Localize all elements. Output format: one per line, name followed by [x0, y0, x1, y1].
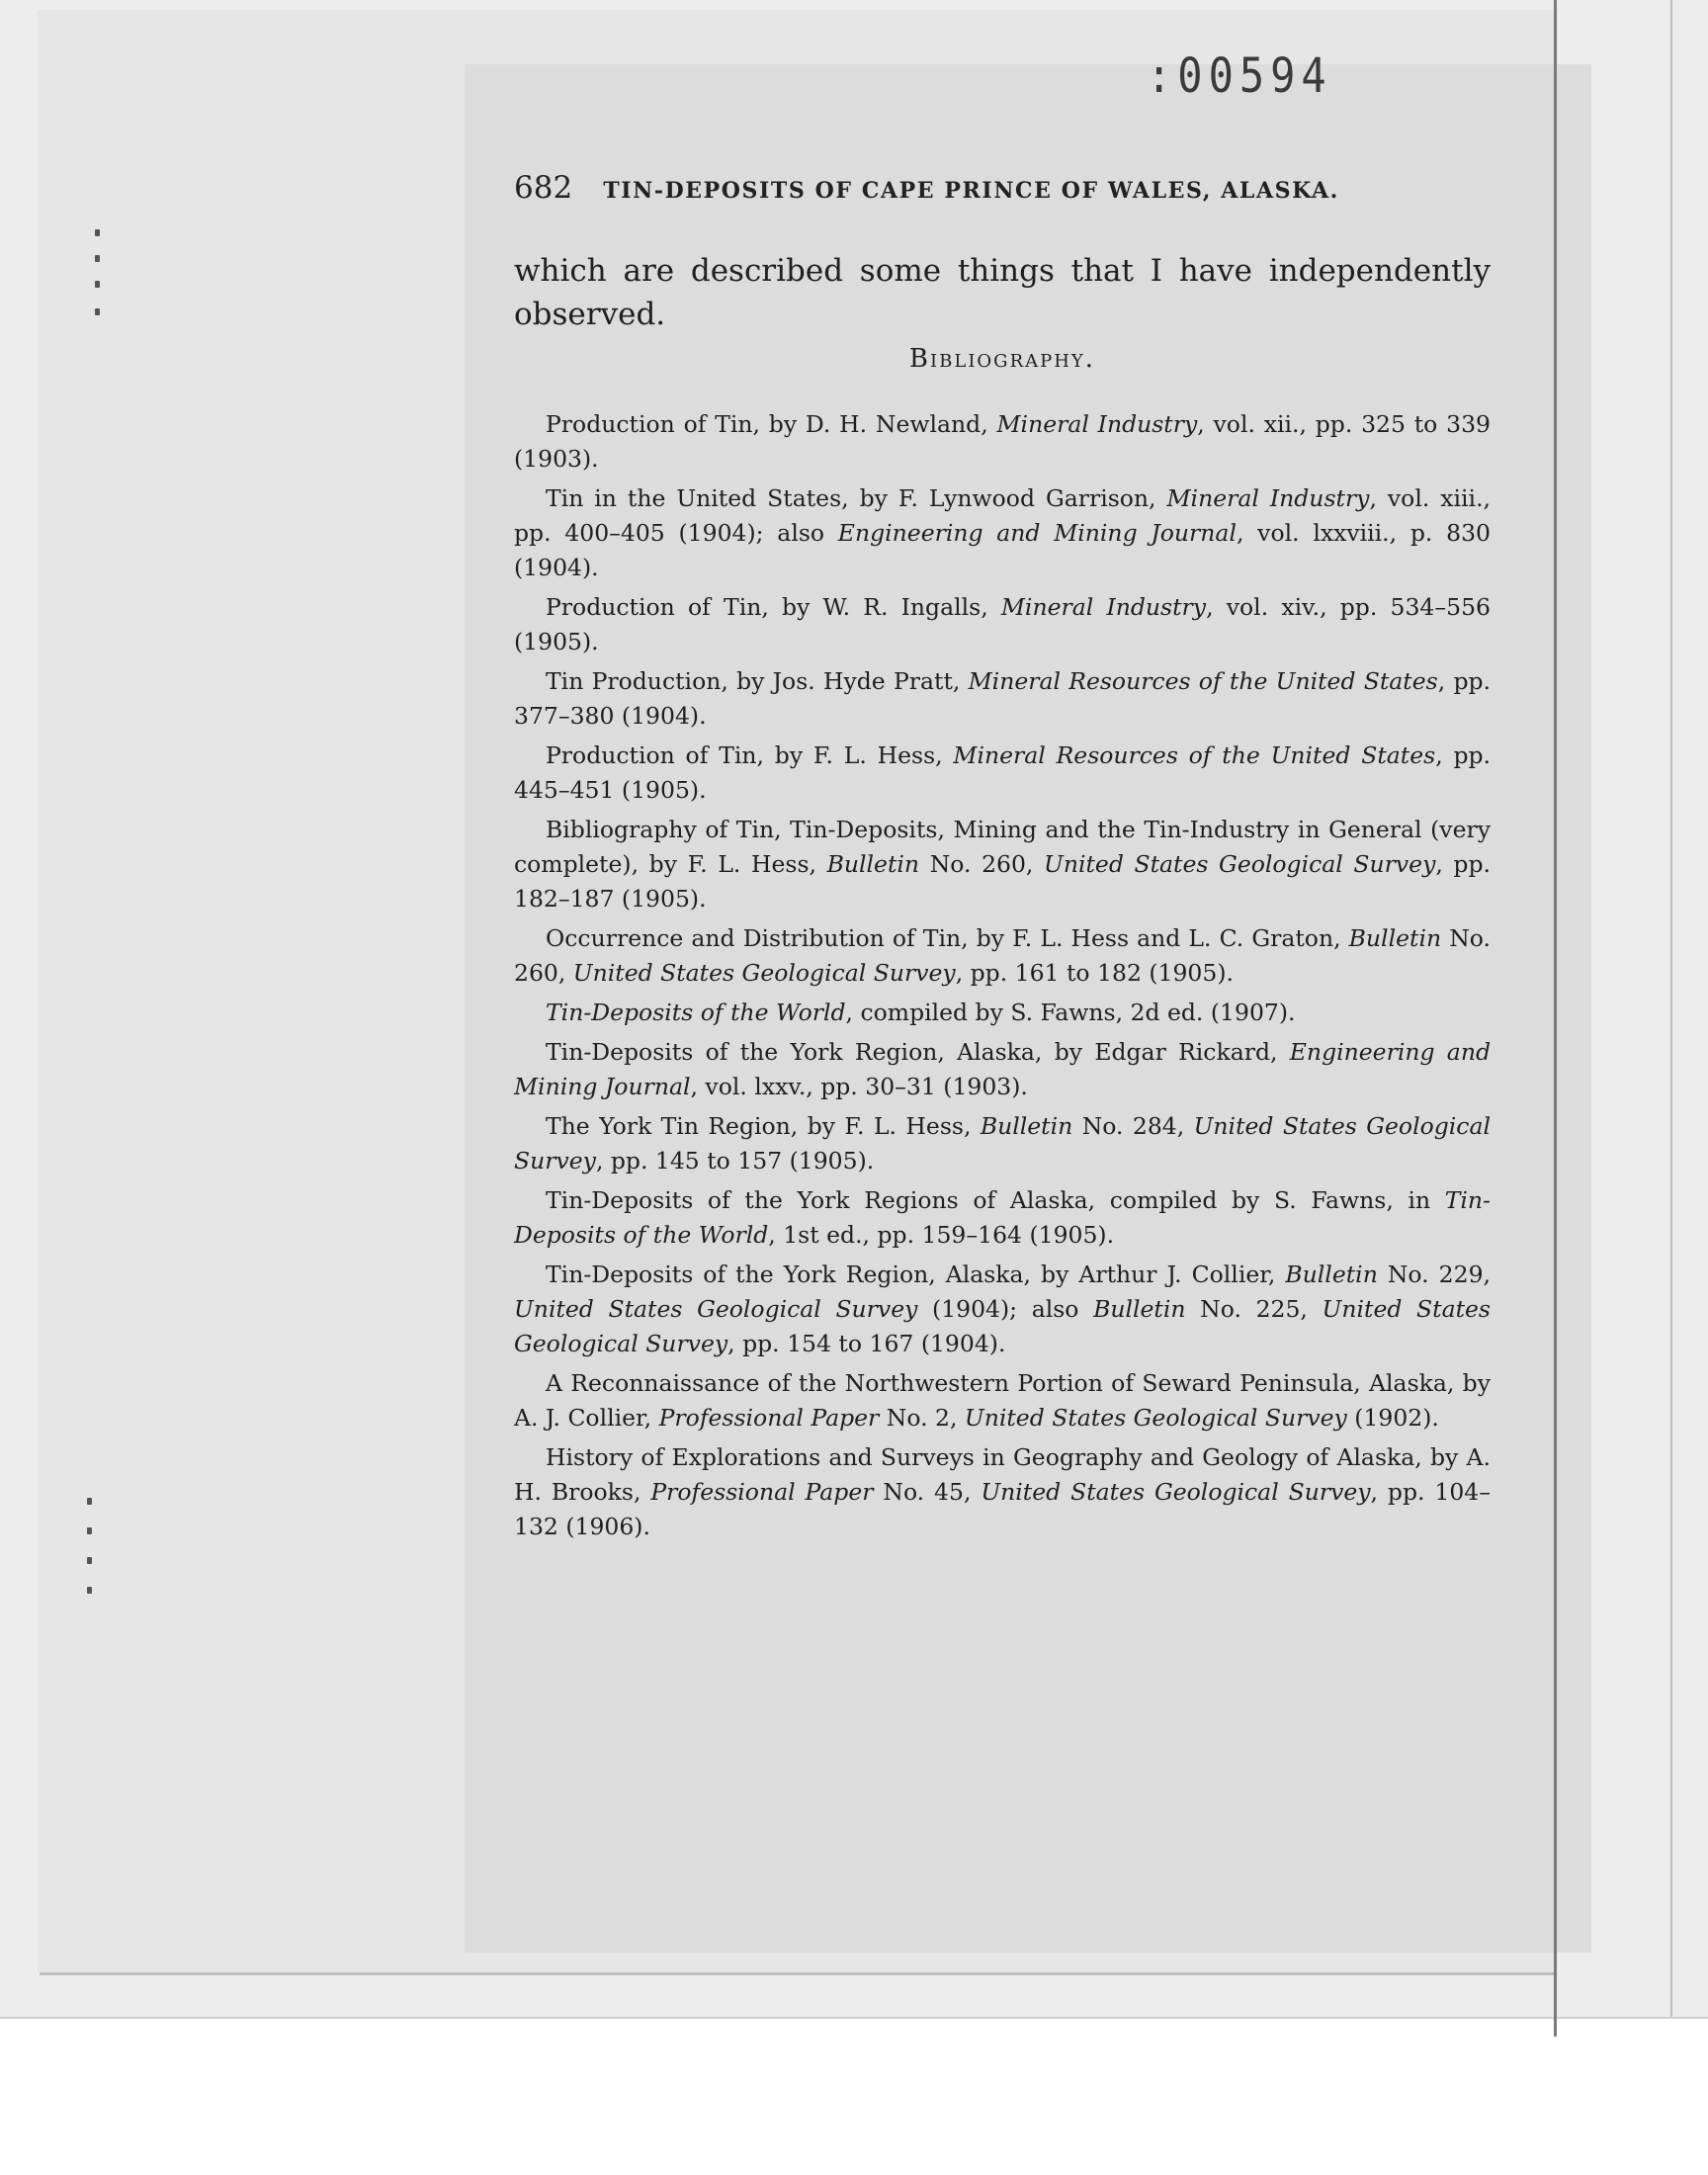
entry-text: , pp. 145 to 157 (1905). — [595, 1147, 875, 1174]
entry-italic-title: United States Geological Survey — [964, 1404, 1347, 1432]
entry-text: History of Explorations and Surveys in Geography and Geology of Alaska, by A. H. Brooks, — [514, 1443, 1491, 1506]
entry-italic-title: Bulletin — [980, 1112, 1073, 1140]
entry-text: (1902). — [1346, 1404, 1439, 1432]
bibliography-entry — [514, 1183, 1491, 1253]
entry-italic-title: Bulletin — [826, 850, 920, 878]
bibliography-entry — [514, 921, 1491, 991]
entry-text: , pp. 104–132 (1906). — [514, 1478, 1491, 1540]
bibliography-list — [514, 407, 1491, 1544]
bibliography-entry — [514, 996, 1491, 1030]
entry-text: Tin Production, by Jos. Hyde Pratt, — [546, 667, 969, 695]
entry-italic-title: United States Geological Survey — [981, 1478, 1371, 1506]
entry-italic-title: Engineering and Mining Journal — [514, 1038, 1491, 1100]
bibliography-entry — [514, 664, 1491, 734]
entry-text: (1904); also — [917, 1295, 1094, 1323]
binding-mark — [87, 1587, 92, 1594]
entry-italic-title: United States Geological Survey — [514, 1295, 918, 1323]
entry-text: , pp. 154 to 167 (1904). — [727, 1330, 1006, 1357]
entry-text: No. 284, — [1072, 1112, 1194, 1140]
entry-text: No. 229, — [1377, 1261, 1491, 1288]
archive-stamp-number: :00594 — [1147, 47, 1332, 104]
binding-mark — [95, 281, 100, 288]
bibliography-entry — [514, 407, 1491, 477]
entry-text: Tin-Deposits of the York Region, Alaska, by Edgar Rickard, — [546, 1038, 1290, 1066]
entry-italic-title: Mineral Resources of the United States — [953, 741, 1436, 769]
binding-mark — [95, 229, 100, 236]
entry-text: , pp. 161 to 182 (1905). — [955, 959, 1234, 987]
binding-mark — [95, 255, 100, 262]
entry-text: Tin in the United States, by F. Lynwood Garrison, — [546, 484, 1167, 512]
entry-text: Tin-Deposits of the York Region, Alaska, by Arthur J. Collier, — [546, 1261, 1286, 1288]
entry-italic-title: Engineering and Mining Journal — [837, 519, 1237, 547]
entry-italic-title: Bulletin — [1348, 924, 1442, 952]
bibliography-entry — [514, 1440, 1491, 1544]
entry-text: No. 260, — [514, 924, 1491, 987]
entry-text: , vol. lxxviii., p. 830 (1904). — [514, 519, 1491, 581]
bibliography-entry — [514, 813, 1491, 916]
binding-mark — [87, 1498, 92, 1505]
scan-lower-edge — [0, 2017, 1708, 2019]
bibliography-entry — [514, 1035, 1491, 1104]
bibliography-entry — [514, 1366, 1491, 1436]
section-heading: Bibliography. — [908, 344, 1096, 374]
entry-text: No. 2, — [879, 1404, 965, 1432]
lead-paragraph: which are described some things that I have independently observed. — [514, 253, 1491, 332]
entry-italic-title: Mineral Industry — [1000, 593, 1207, 621]
entry-text: Production of Tin, by D. H. Newland, — [546, 410, 997, 438]
entry-text: , pp. 182–187 (1905). — [514, 850, 1491, 913]
page-number: 682 — [514, 170, 573, 206]
entry-text: No. 260, — [919, 850, 1045, 878]
entry-text: , 1st ed., pp. 159–164 (1905). — [768, 1221, 1115, 1249]
entry-text: Production of Tin, by W. R. Ingalls, — [546, 593, 1001, 621]
entry-text: The York Tin Region, by F. L. Hess, — [546, 1112, 981, 1140]
binding-mark — [87, 1557, 92, 1564]
entry-italic-title: United States Geological Survey — [514, 1112, 1491, 1174]
entry-italic-title: Mineral Industry — [996, 410, 1198, 438]
bibliography-entry — [514, 481, 1491, 585]
entry-text: Bibliography of Tin, Tin-Deposits, Mining and the Tin-Industry in General (very complete), by F. L. Hess, — [514, 816, 1491, 878]
entry-text: Occurrence and Distribution of Tin, by F. L. Hess and L. C. Graton, — [546, 924, 1349, 952]
running-header — [514, 170, 1502, 206]
gutter-line — [1554, 0, 1557, 2037]
entry-italic-title: Bulletin — [1093, 1295, 1186, 1323]
entry-text: No. 225, — [1185, 1295, 1323, 1323]
entry-italic-title: Mineral Resources of the United States — [968, 667, 1438, 695]
bibliography-entry — [514, 1258, 1491, 1361]
body-text — [514, 249, 1491, 1549]
entry-italic-title: United States Geological Survey — [1044, 850, 1436, 878]
entry-text: , pp. 445–451 (1905). — [514, 741, 1491, 804]
entry-italic-title: United States Geological Survey — [514, 1295, 1491, 1357]
entry-italic-title: Bulletin — [1285, 1261, 1378, 1288]
entry-text: , vol. xiv., pp. 534–556 (1905). — [514, 593, 1491, 655]
bibliography-entry — [514, 590, 1491, 659]
bibliography-entry — [514, 739, 1491, 808]
entry-text: , vol. lxxv., pp. 30–31 (1903). — [690, 1073, 1028, 1100]
entry-italic-title: Mineral Industry — [1166, 484, 1370, 512]
entry-text: Tin-Deposits of the York Regions of Alaska, compiled by S. Fawns, in — [546, 1186, 1445, 1214]
entry-italic-title: Tin-Deposits of the World — [546, 999, 846, 1026]
entry-text: A Reconnaissance of the Northwestern Portion of Seward Peninsula, Alaska, by A. J. Collier, — [514, 1369, 1491, 1432]
entry-text: , pp. 377–380 (1904). — [514, 667, 1491, 730]
entry-text: , vol. xii., pp. 325 to 339 (1903). — [514, 410, 1491, 473]
running-title: TIN-DEPOSITS OF CAPE PRINCE OF WALES, ALASKA. — [603, 178, 1339, 204]
entry-text: , compiled by S. Fawns, 2d ed. (1907). — [845, 999, 1296, 1026]
entry-italic-title: Tin-Deposits of the World — [514, 1186, 1491, 1249]
binding-mark — [87, 1527, 92, 1534]
bibliography-entry — [514, 1109, 1491, 1178]
binding-mark — [95, 308, 100, 315]
entry-text: No. 45, — [873, 1478, 982, 1506]
gutter-line-outer — [1670, 0, 1672, 2017]
entry-text: , vol. xiii., pp. 400–405 (1904); also — [514, 484, 1492, 547]
entry-italic-title: Professional Paper — [658, 1404, 880, 1432]
entry-italic-title: Professional Paper — [650, 1478, 874, 1506]
entry-text: Production of Tin, by F. L. Hess, — [546, 741, 954, 769]
entry-italic-title: United States Geological Survey — [572, 959, 956, 987]
